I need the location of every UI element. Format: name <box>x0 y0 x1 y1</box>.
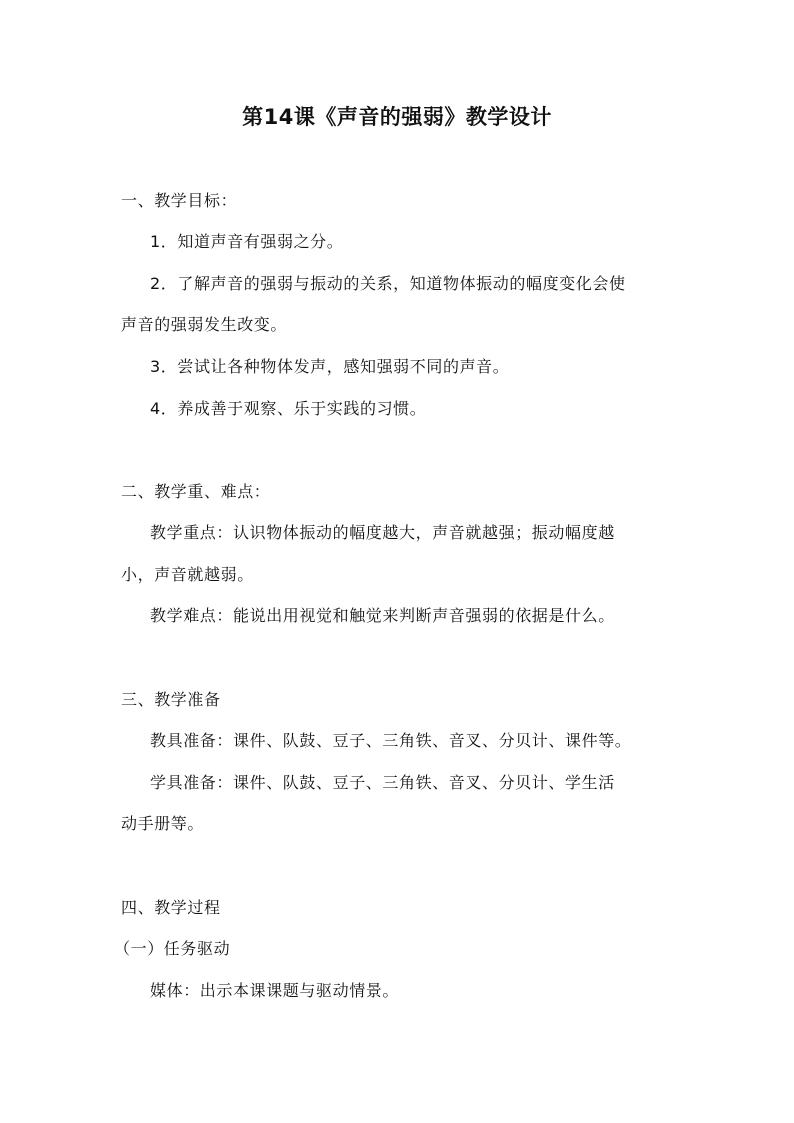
process-subheading-task-driven: （一）任务驱动 <box>114 939 231 958</box>
key-point-text: 教学重点：认识物体振动的幅度越大，声音就越强；振动幅度越 <box>150 523 615 542</box>
objective-item-2: 2．了解声音的强弱与振动的关系，知道物体振动的幅度变化会使 <box>150 274 626 293</box>
media-text: 媒体：出示本课课题与驱动情景。 <box>150 981 400 1000</box>
objective-item-4: 4．养成善于观察、乐于实践的习惯。 <box>150 399 427 418</box>
objective-item-2-cont: 声音的强弱发生改变。 <box>121 315 288 334</box>
student-preparation-text-cont: 动手册等。 <box>121 814 205 833</box>
objective-item-3: 3．尝试让各种物体发声，感知强弱不同的声音。 <box>150 357 510 376</box>
section-heading-objectives: 一、教学目标： <box>121 191 238 210</box>
objective-item-1: 1．知道声音有强弱之分。 <box>150 232 344 251</box>
section-heading-preparation: 三、教学准备 <box>121 690 221 709</box>
document-title: 第14课《声音的强弱》教学设计 <box>242 105 552 129</box>
section-heading-key-points: 二、教学重、难点： <box>121 482 271 501</box>
difficult-point-text: 教学难点：能说出用视觉和触觉来判断声音强弱的依据是什么。 <box>150 606 615 625</box>
teacher-preparation-text: 教具准备：课件、队鼓、豆子、三角铁、音叉、分贝计、课件等。 <box>150 731 632 750</box>
student-preparation-text: 学具准备：课件、队鼓、豆子、三角铁、音叉、分贝计、学生活 <box>150 773 615 792</box>
section-heading-process: 四、教学过程 <box>121 898 221 917</box>
key-point-text-cont: 小，声音就越弱。 <box>121 565 254 584</box>
